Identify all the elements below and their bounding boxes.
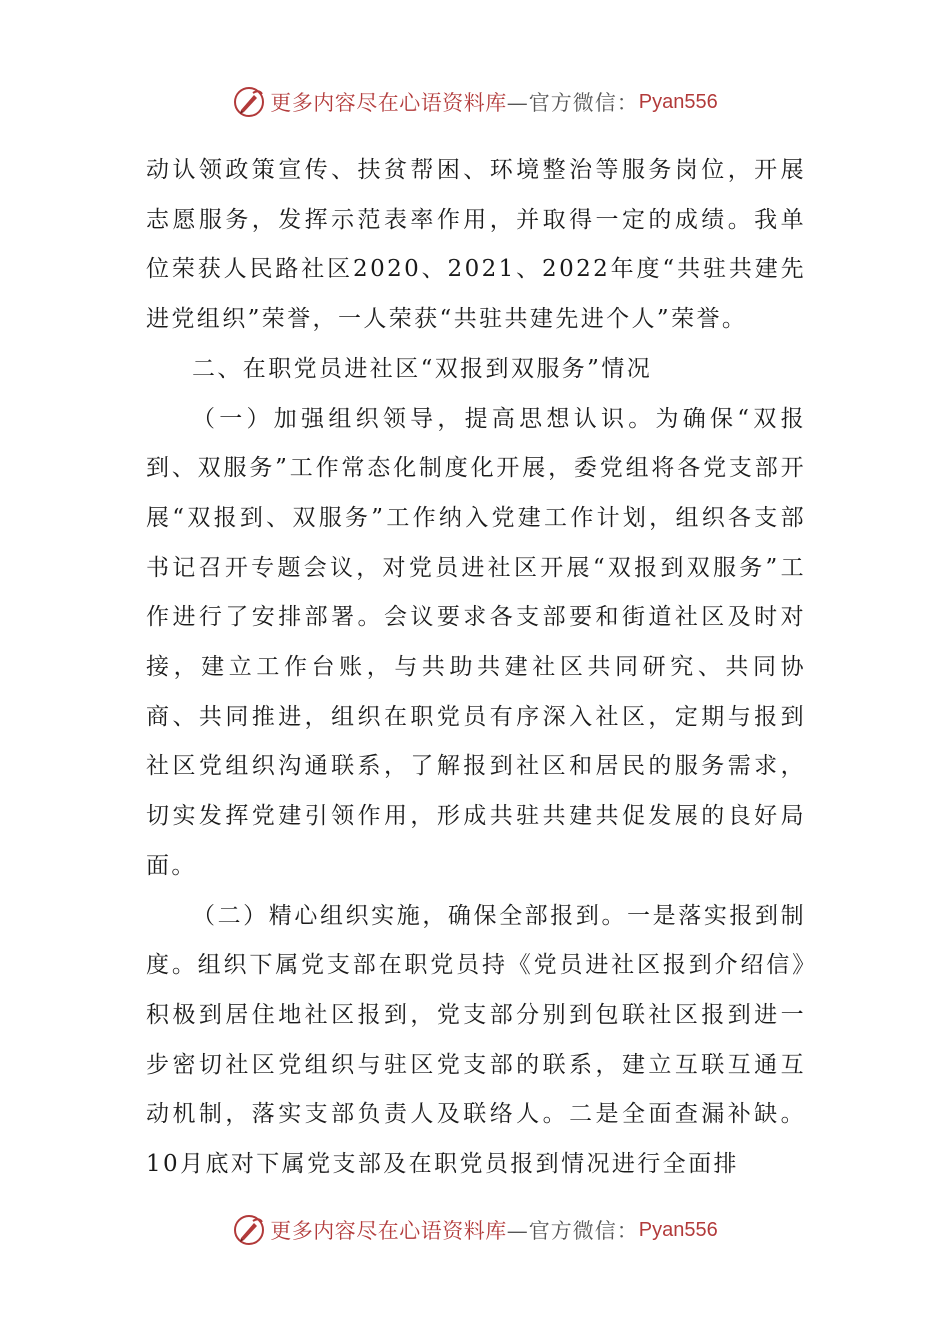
footer-wechat-id: Pyan556 (638, 1218, 718, 1241)
footer-official-text: —官方微信： (506, 1219, 639, 1243)
paragraph-implementation: （二）精心组织实施，确保全部报到。一是落实报到制度。组织下属党支部在职党员持《党员进社区报到介绍信》积极到居住地社区报到，党支部分别到包联社区报到进一步密切社区党组织与驻区党支部的联系，建立互联互通互动机制，落实支部负责人及联络人。二是全面查漏补缺。10月底对下属党支部及在职党员报到情况进行全面排 (146, 902, 806, 1178)
pen-logo-icon (232, 85, 266, 119)
header-brand-text: 更多内容尽在心语资料库 (270, 91, 507, 115)
header-official-text: —官方微信： (506, 91, 639, 115)
header-watermark-banner (0, 82, 950, 122)
footer-brand-text: 更多内容尽在心语资料库 (270, 1219, 507, 1243)
section-heading-2: 二、在职党员进社区“双报到双服务”情况 (192, 355, 653, 382)
document-body (146, 146, 806, 1190)
footer-watermark-banner (0, 1210, 950, 1250)
paragraph-organization-leadership: （一）加强组织领导，提高思想认识。为确保“双报到、双服务”工作常态化制度化开展，委党组将各党支部开展“双报到、双服务”工作纳入党建工作计划，组织各支部书记召开专题会议，对党员进社区开展“双报到双服务”工作进行了安排部署。会议要求各支部要和街道社区及时对接，建立工作台账，与共助共建社区共同研究、共同协商、共同推进，组织在职党员有序深入社区，定期与报到社区党组织沟通联系，了解报到社区和居民的服务需求，切实发挥党建引领作用，形成共驻共建共促发展的良好局面。 (146, 405, 806, 879)
pen-logo-icon (232, 1213, 266, 1247)
paragraph-continued: 动认领政策宣传、扶贫帮困、环境整治等服务岗位，开展志愿服务，发挥示范表率作用，并取得一定的成绩。我单位荣获人民路社区2020、2021、2022年度“共驻共建先进党组织”荣誉，一人荣获“共驻共建先进个人”荣誉。 (146, 157, 806, 333)
header-wechat-id: Pyan556 (638, 90, 718, 113)
